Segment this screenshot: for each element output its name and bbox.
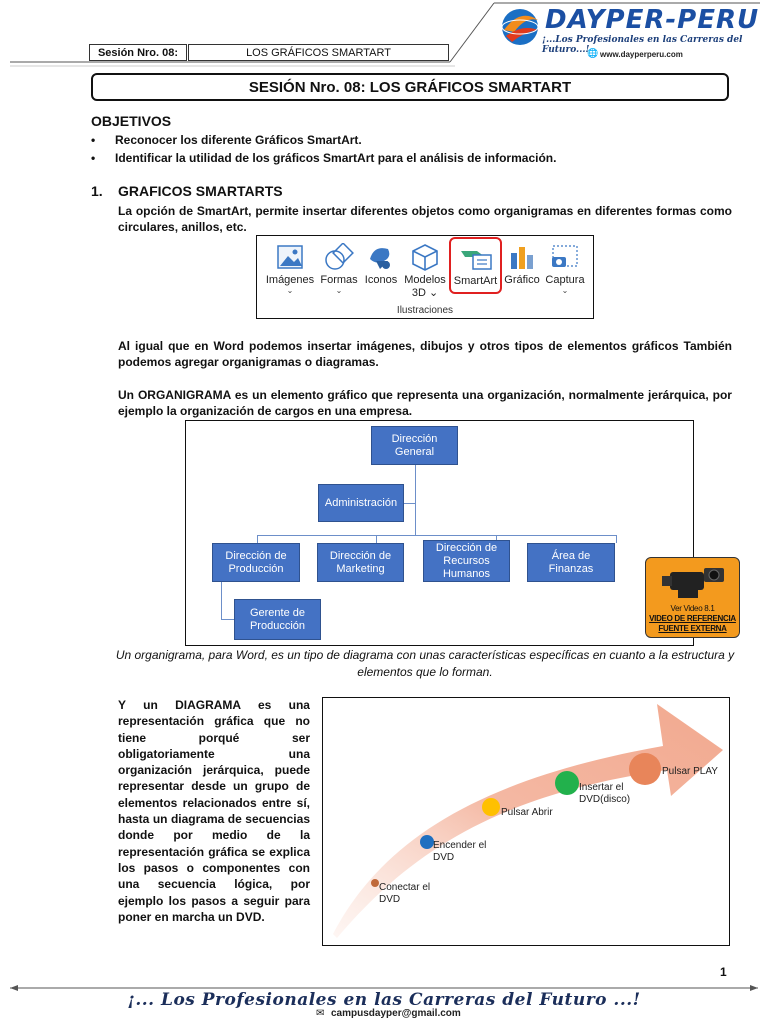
- diagram-paragraph: Y un DIAGRAMA es una representación gráfica que no tiene porqué ser obligatoriamente una organización jerárquica, puede representar desde un grupo de elementos relacionados entre sí, hasta un diagrama de secuencias donde por medio de la representación gráfica se explica los pasos o componentes con una secuencia lógica, por ejemplo los pasos a seguir para poner en marcha un DVD.: [118, 698, 310, 924]
- paragraph-1: Al igual que en Word podemos insertar imágenes, dibujos y otros tipos de elementos gráficos También podemos agregar organigramas o diagramas.: [118, 339, 732, 369]
- logo-text: DAYPER-PERU: [545, 5, 760, 35]
- connector: [257, 535, 258, 543]
- curved-arrow: [323, 698, 729, 945]
- connector: [616, 535, 617, 543]
- step-label-5: Pulsar PLAY: [662, 766, 718, 777]
- diagrama-term: DIAGRAMA: [175, 698, 241, 712]
- step-label-2: Encender el DVD: [433, 840, 487, 863]
- chart-icon: [502, 242, 542, 272]
- ribbon-images-button[interactable]: Imágenes ⌄: [264, 242, 316, 295]
- bullet-2: • Identificar la utilidad de los gráficos SmartArt para el análisis de información.: [91, 151, 557, 165]
- footer-slogan: ¡... Los Profesionales en las Carreras del Futuro ...!: [127, 990, 641, 1010]
- website[interactable]: www.dayperperu.com: [600, 50, 683, 59]
- session-label: Sesión Nro. 08:: [89, 44, 187, 61]
- logo-slogan: ¡...Los Profesionales en las Carreras del Futuro...!: [542, 35, 743, 55]
- objective-2: Identificar la utilidad de los gráficos SmartArt para el análisis de información.: [115, 151, 557, 165]
- connector: [376, 535, 377, 543]
- bullet-1: • Reconocer los diferente Gráficos SmartArt.: [91, 133, 362, 147]
- step-dot-4: [555, 771, 579, 795]
- org-box-level2: Dirección de Producción: [212, 543, 300, 582]
- org-caption: Un organigrama, para Word, es un tipo de diagrama con unas características específicas en cuanto a la estructura y elementos que lo forman.: [115, 648, 735, 679]
- objectives-heading: OBJETIVOS: [91, 113, 172, 129]
- org-chart: [185, 420, 694, 646]
- step-dot-3: [482, 798, 500, 816]
- ribbon-illustrations: [256, 235, 594, 319]
- ribbon-screenshot-button[interactable]: Captura ⌄: [542, 242, 588, 295]
- org-box-level2: Dirección de Recursos Humanos: [423, 540, 510, 582]
- video-camera-icon: [660, 562, 728, 602]
- org-box-assistant: Administración: [318, 484, 404, 522]
- org-box-level2: Dirección de Marketing: [317, 543, 404, 582]
- session-topic: LOS GRÁFICOS SMARTART: [188, 44, 449, 61]
- connector: [221, 582, 222, 619]
- org-box-top: Dirección General: [371, 426, 458, 465]
- image-icon: [264, 242, 316, 272]
- paragraph-2: Un ORGANIGRAMA es un elemento gráfico que representa una organización, normalmente jerárquica, por ejemplo la organización de cargos en una empresa.: [118, 388, 732, 418]
- connector: [221, 619, 234, 620]
- page-number: 1: [720, 965, 727, 979]
- step-label-4: Insertar el DVD(disco): [579, 782, 631, 805]
- org-box-level2: Área de Finanzas: [527, 543, 615, 582]
- ribbon-shapes-button[interactable]: Formas ⌄: [319, 242, 359, 295]
- camera-icon: [542, 242, 588, 272]
- step-dot-2: [420, 835, 434, 849]
- connector: [415, 465, 416, 535]
- ribbon-3d-models-button[interactable]: Modelos 3D ⌄: [401, 242, 449, 300]
- web-icon: 🌐: [587, 48, 599, 58]
- ribbon-icons-button[interactable]: Iconos: [361, 242, 401, 287]
- objective-1: Reconocer los diferente Gráficos SmartArt.: [115, 133, 362, 147]
- step-label-3: Pulsar Abrir: [501, 807, 553, 818]
- email-icon: ✉: [316, 1008, 325, 1019]
- organigrama-term: ORGANIGRAMA: [137, 388, 231, 402]
- shapes-icon: [319, 242, 359, 272]
- video-reference-badge[interactable]: Ver Video 8.1 VIDEO DE REFERENCIA FUENTE EXTERNA: [645, 557, 740, 638]
- page-title: SESIÓN Nro. 08: LOS GRÁFICOS SMARTART: [91, 73, 729, 101]
- ribbon-smartart-button[interactable]: SmartArt: [449, 237, 502, 294]
- section-heading: GRAFICOS SMARTARTS: [118, 183, 283, 199]
- connector: [404, 503, 415, 504]
- ribbon-chart-button[interactable]: Gráfico: [502, 242, 542, 287]
- ribbon-group-label: Ilustraciones: [396, 305, 454, 316]
- org-box-sub: Gerente de Producción: [234, 599, 321, 640]
- sequence-diagram: [322, 697, 730, 946]
- smartart-icon: [451, 243, 500, 273]
- section-intro: La opción de SmartArt, permite insertar diferentes objetos como organigramas en diferentes formas como circulares, anillos, etc.: [118, 204, 732, 234]
- cube-icon: [401, 242, 449, 272]
- step-dot-1: [371, 879, 379, 887]
- logo-globe-icon: [496, 6, 544, 48]
- section-number: 1.: [91, 183, 103, 199]
- connector: [257, 535, 616, 536]
- footer-email[interactable]: campusdayper@gmail.com: [331, 1008, 461, 1019]
- step-label-1: Conectar el DVD: [379, 882, 431, 905]
- icons-icon: [361, 242, 401, 272]
- step-dot-5: [629, 753, 661, 785]
